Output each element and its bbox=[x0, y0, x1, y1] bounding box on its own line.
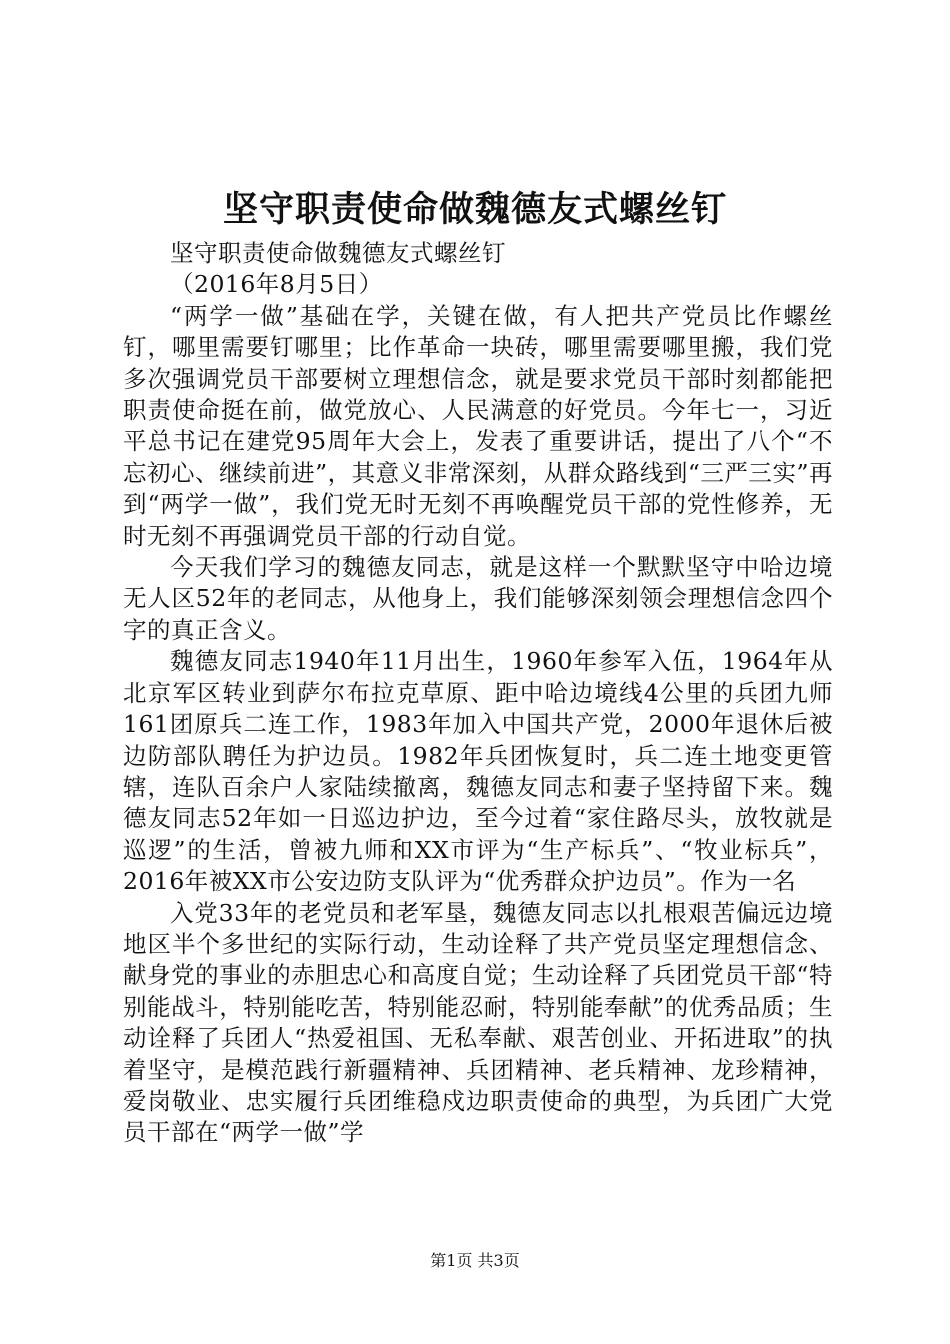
document-date: （2016年8月5日） bbox=[170, 270, 383, 299]
paragraph-4: 入党33年的老党员和老军垦，魏德友同志以扎根艰苦偏远边境地区半个多世纪的实际行动，生动诠释了共产党员坚定理想信念、献身党的事业的赤胆忠心和高度自觉；生动诠释了兵团党员干部“特别能战斗，特别能吃苦，特别能忍耐，特别能奉献”的优秀品质；生动诠释了兵团人“热爱祖国、无私奉献、艰苦创业、开拓进取”的执着坚守，是模范践行新疆精神、兵团精神、老兵精神、龙珍精神，爱岗敬业、忠实履行兵团维稳戍边职责使命的典型，为兵团广大党员干部在“两学一做”学 bbox=[123, 898, 833, 1147]
page-footer: 第1页 共3页 bbox=[430, 1251, 520, 1270]
paragraph-3: 魏德友同志1940年11月出生，1960年参军入伍，1964年从北京军区转业到萨尔布拉克草原、距中哈边境线4公里的兵团九师161团原兵二连工作，1983年加入中国共产党，2000年退休后被边防部队聘任为护边员。1982年兵团恢复时，兵二连土地变更管辖，连队百余户人家陆续撤离，魏德友同志和妻子坚持留下来。魏德友同志52年如一日巡边护边，至今过着“家住路尽头，放牧就是巡逻”的生活，曾被九师和XX市评为“生产标兵”、“牧业标兵”，2016年被XX市公安边防支队评为“优秀群众护边员”。作为一名 bbox=[123, 647, 833, 896]
document-body bbox=[123, 238, 833, 1149]
paragraph-1: “两学一做”基础在学，关键在做，有人把共产党员比作螺丝钉，哪里需要钉哪里；比作革命一块砖，哪里需要哪里搬，我们党多次强调党员干部要树立理想信念，就是要求党员干部时刻都能把职责使命挺在前，做党放心、人民满意的好党员。今年七一，习近平总书记在建党95周年大会上，发表了重要讲话，提出了八个“不忘初心、继续前进”，其意义非常深刻，从群众路线到“三严三实”再到“两学一做”，我们党无时无刻不再唤醒党员干部的党性修养，无时无刻不再强调党员干部的行动自觉。 bbox=[123, 301, 833, 550]
document-subtitle: 坚守职责使命做魏德友式螺丝钉 bbox=[170, 239, 506, 267]
paragraph-2: 今天我们学习的魏德友同志，就是这样一个默默坚守中哈边境无人区52年的老同志，从他身上，我们能够深刻领会理想信念四个字的真正含义。 bbox=[123, 553, 833, 644]
document-title: 坚守职责使命做魏德友式螺丝钉 bbox=[222, 189, 727, 230]
